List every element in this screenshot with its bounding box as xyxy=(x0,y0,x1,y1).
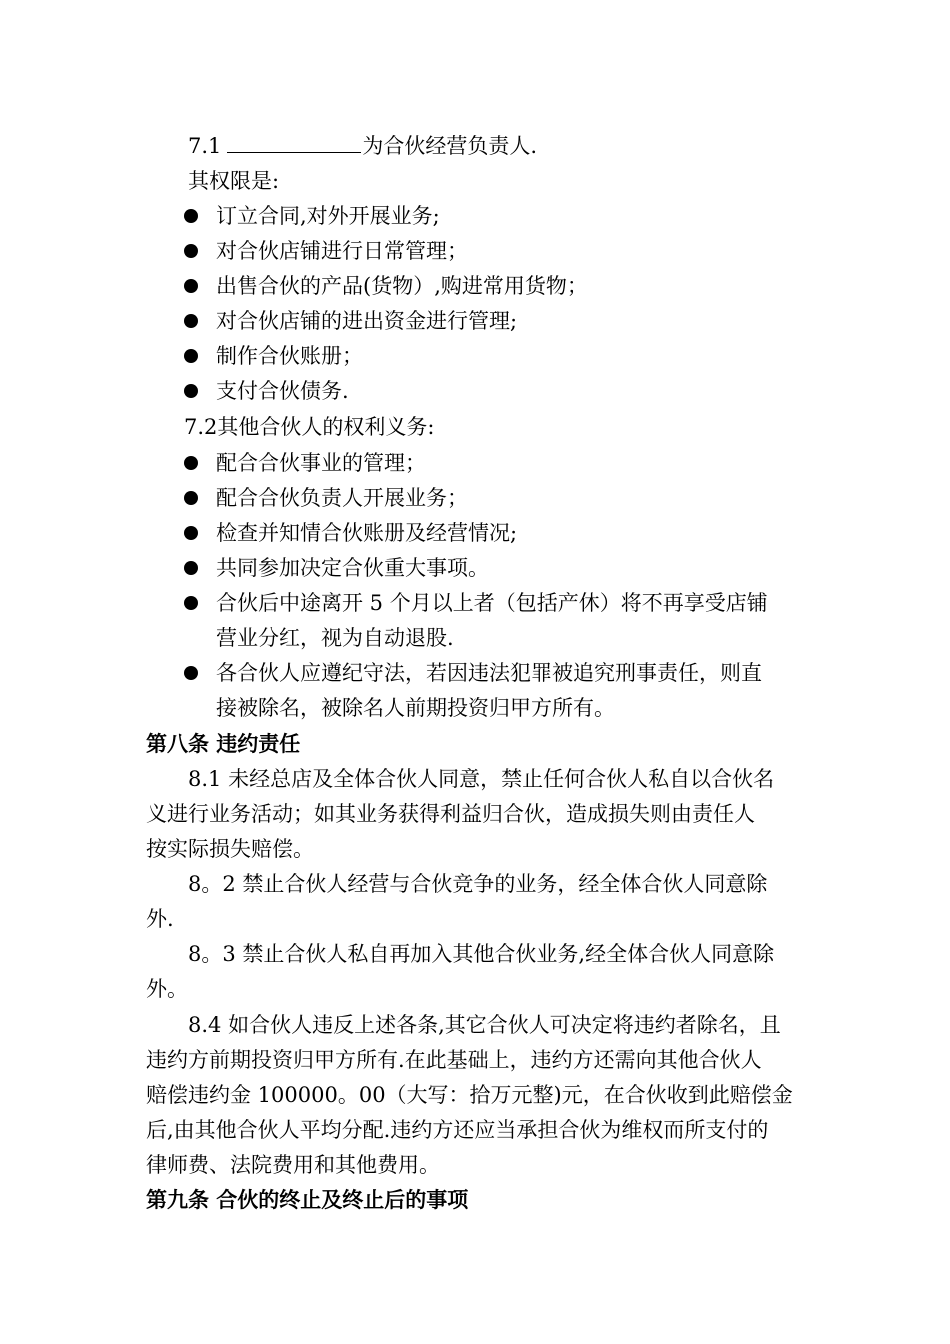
clause-8-1-line: 按实际损失赔偿。 xyxy=(146,837,314,861)
clause-8-3-line: 外。 xyxy=(146,977,188,1001)
bullet-icon xyxy=(184,314,198,328)
duty-item: 共同参加决定合伙重大事项。 xyxy=(216,556,489,580)
bullet-icon xyxy=(184,666,198,680)
clause-8-4-line: 律师费、法院费用和其他费用。 xyxy=(146,1153,440,1177)
bullet-icon xyxy=(184,526,198,540)
authority-item: 订立合同,对外开展业务; xyxy=(216,204,440,228)
authority-item: 支付合伙债务. xyxy=(216,379,349,403)
bullet-icon xyxy=(184,349,198,363)
clause-7-1-suffix: 为合伙经营负责人. xyxy=(362,134,538,158)
bullet-icon xyxy=(184,384,198,398)
duty-item: 配合合伙事业的管理； xyxy=(216,451,426,475)
clause-8-1-line: 义进行业务活动；如其业务获得利益归合伙，造成损失则由责任人 xyxy=(146,802,755,826)
clause-8-4-line: 赔偿违约金 100000。00（大写：拾万元整)元，在合伙收到此赔偿金 xyxy=(146,1083,793,1107)
clause-8-3-line: 8。3 禁止合伙人私自再加入其他合伙业务,经全体合伙人同意除 xyxy=(188,942,775,966)
authority-item: 对合伙店铺进行日常管理； xyxy=(216,239,468,263)
bullet-icon xyxy=(184,596,198,610)
duty-item: 各合伙人应遵纪守法，若因违法犯罪被追究刑事责任，则直 xyxy=(216,661,762,685)
duty-item-continuation: 营业分红，视为自动退股. xyxy=(216,626,454,650)
authority-intro: 其权限是: xyxy=(188,169,280,193)
duty-item: 合伙后中途离开 5 个月以上者（包括产休）将不再享受店铺 xyxy=(216,591,768,615)
blank-underline xyxy=(227,134,361,153)
article-9-title: 第九条 合伙的终止及终止后的事项 xyxy=(146,1187,469,1212)
article-8-title: 第八条 违约责任 xyxy=(146,731,301,756)
bullet-icon xyxy=(184,209,198,223)
authority-item: 制作合伙账册； xyxy=(216,344,363,368)
clause-8-4-line: 后,由其他合伙人平均分配.违约方还应当承担合伙为维权而所支付的 xyxy=(146,1118,769,1142)
clause-8-2-line: 外. xyxy=(146,907,174,931)
clause-8-4-line: 违约方前期投资归甲方所有.在此基础上，违约方还需向其他合伙人 xyxy=(146,1048,762,1072)
clause-8-4-line: 8.4 如合伙人违反上述各条,其它合伙人可决定将违约者除名，且 xyxy=(188,1013,781,1037)
clause-7-1 xyxy=(188,131,537,161)
clause-8-2-line: 8。2 禁止合伙人经营与合伙竞争的业务，经全体合伙人同意除 xyxy=(188,872,768,896)
bullet-icon xyxy=(184,561,198,575)
duty-item: 检查并知情合伙账册及经营情况; xyxy=(216,521,518,545)
bullet-icon xyxy=(184,279,198,293)
duty-item-continuation: 接被除名，被除名人前期投资归甲方所有。 xyxy=(216,696,615,720)
bullet-icon xyxy=(184,456,198,470)
bullet-icon xyxy=(184,491,198,505)
clause-7-2-intro: 7.2其他合伙人的权利义务: xyxy=(184,415,435,439)
clause-8-1-line: 8.1 未经总店及全体合伙人同意，禁止任何合伙人私自以合伙名 xyxy=(188,767,775,791)
authority-item: 出售合伙的产品(货物）,购进常用货物； xyxy=(216,274,588,298)
duty-item: 配合合伙负责人开展业务； xyxy=(216,486,468,510)
bullet-icon xyxy=(184,244,198,258)
clause-7-1-prefix: 7.1 xyxy=(188,134,222,158)
authority-item: 对合伙店铺的进出资金进行管理; xyxy=(216,309,518,333)
